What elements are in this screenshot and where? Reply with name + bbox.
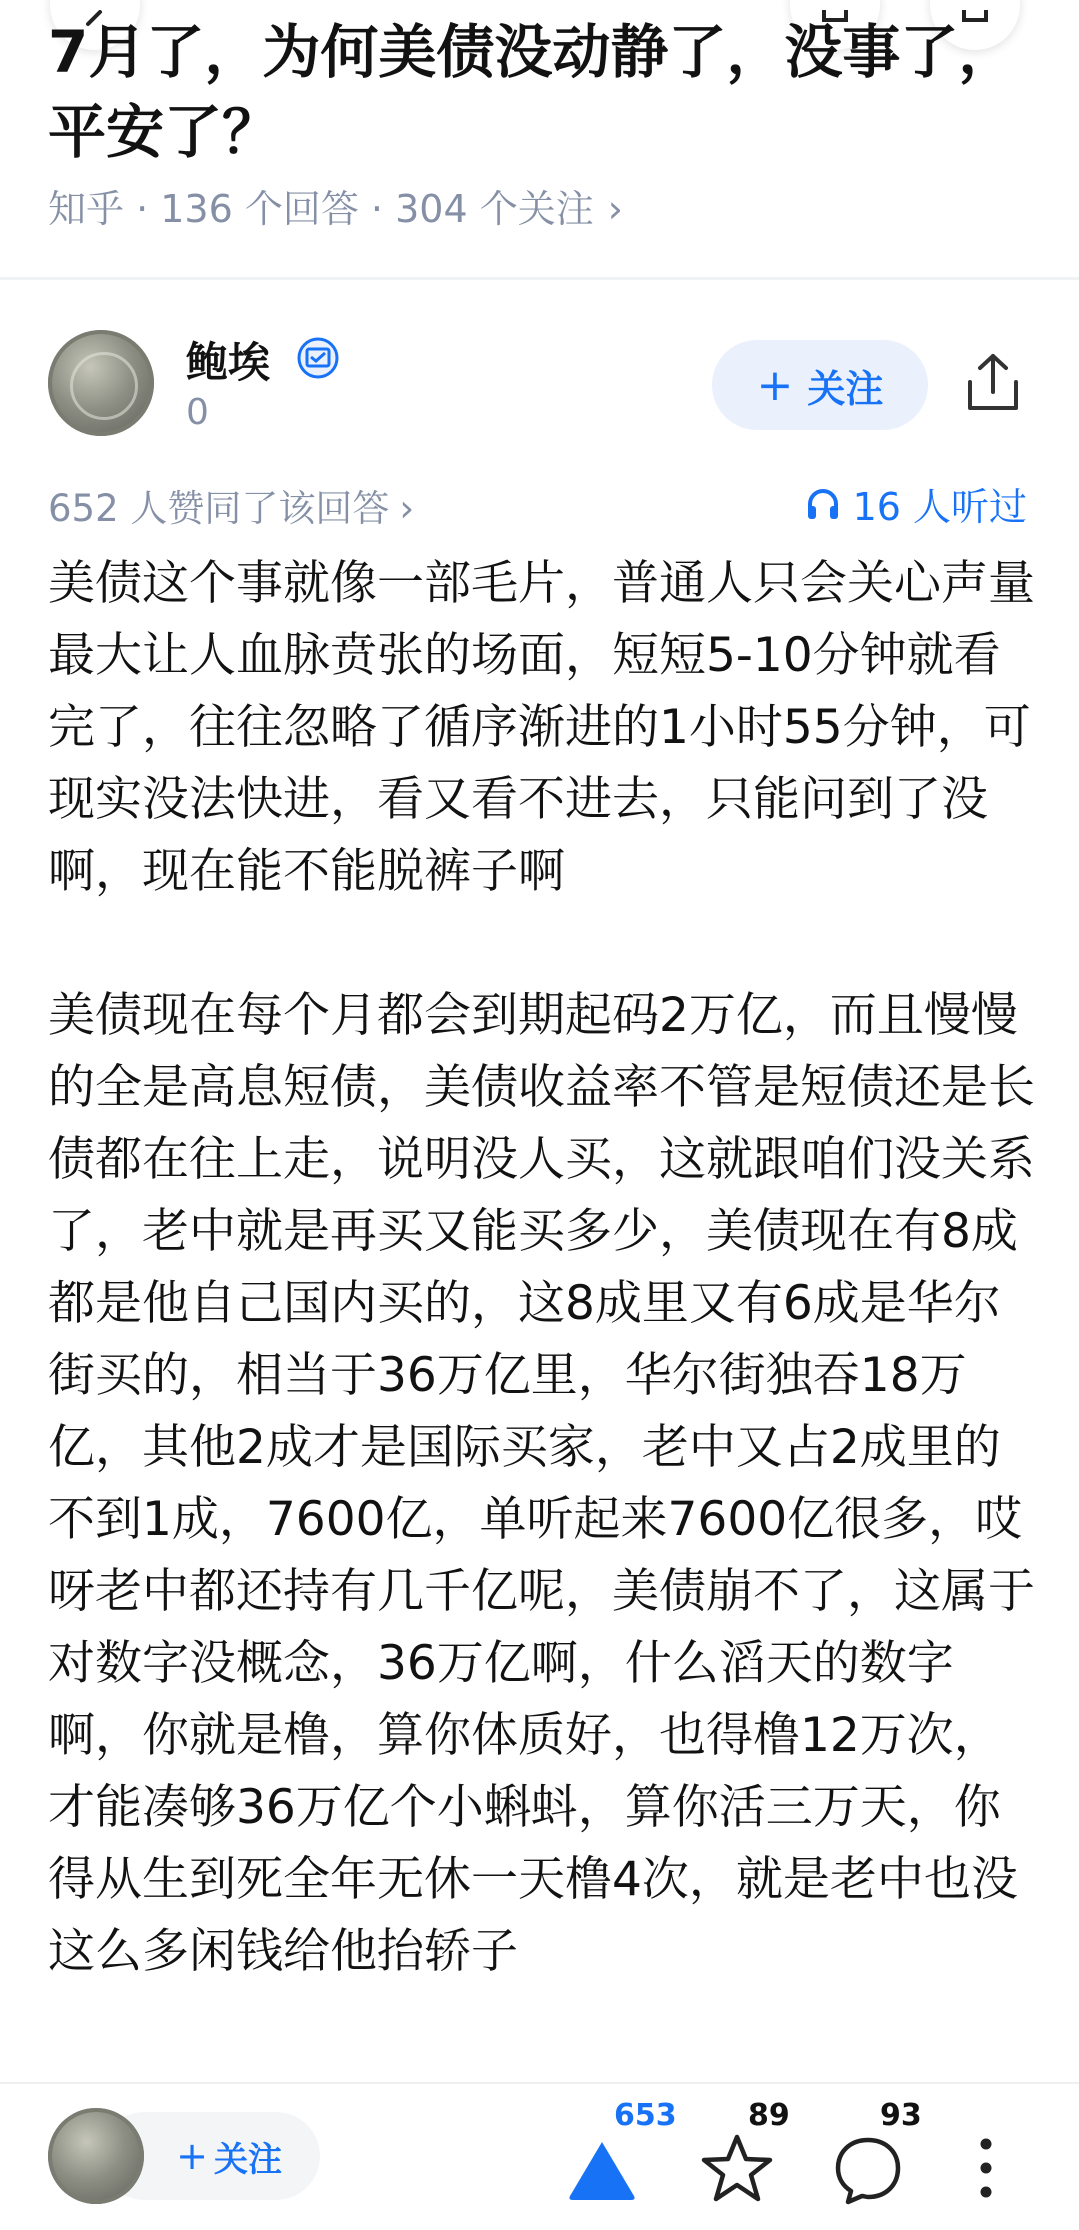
question-header	[0, 0, 1079, 275]
answer-paragraph: 美债这个事就像一部毛片，普通人只会关心声量最大让人血脉贲张的场面，短短5-10分钟就看完了，往往忽略了循序渐进的1小时55分钟，可现实没法快进，看又看不进去，只能问到了没啊，现在能不能脱裤子啊	[48, 556, 1035, 899]
star-icon	[700, 2132, 774, 2204]
bottom-follow-label: 关注	[214, 2139, 282, 2180]
bottom-action-bar	[0, 2084, 1079, 2230]
comment-count: 93	[880, 2098, 922, 2133]
chevron-right-icon: ›	[607, 187, 623, 231]
comment-button[interactable]	[832, 2098, 942, 2218]
upvote-button[interactable]	[566, 2098, 686, 2218]
answer-content	[48, 548, 1038, 1988]
listen-count[interactable]	[805, 476, 1027, 531]
verified-icon	[296, 336, 340, 380]
more-vertical-icon	[974, 2136, 998, 2200]
answer-paragraph: 美债现在每个月都会到期起码2万亿，而且慢慢的全是高息短债，美债收益率不管是短债还是长债都在往上走，说明没人买，这就跟咱们没关系了，老中就是再买又能买多少，美债现在有8成都是他自己国内买的，这8成里又有6成是华尔街买的，相当于36万亿里，华尔街独吞18万亿，其他2成才是国际买家，老中又占2成里的不到1成，7600亿，单听起来7600亿很多，哎呀老中都还持有几千亿呢，美债崩不了，这属于对数字没概念，36万亿啊，什么滔天的数字啊，你就是橹，算你体质好，也得橹12万次，才能凑够36万亿个小蝌蚪，算你活三万天，你得从生到死全年无休一天橹4次，就是老中也没这么多闲钱给他抬轿子	[48, 988, 1035, 1979]
headphones-icon	[805, 486, 841, 522]
upvote-summary-text: 652 人赞同了该回答	[48, 487, 390, 530]
question-title[interactable]: 7月了，为何美债没动静了，没事了，平安了？	[48, 18, 1017, 166]
upvote-icon	[566, 2138, 638, 2202]
follow-label: 关注	[807, 366, 884, 411]
listen-count-text: 16 人听过	[852, 485, 1027, 529]
plus-icon: +	[176, 2134, 208, 2178]
plus-icon: +	[756, 359, 794, 411]
question-meta-text: 知乎 · 136 个回答 · 304 个关注	[48, 187, 594, 231]
upvote-count: 653	[614, 2098, 677, 2133]
upload-icon[interactable]	[964, 352, 1022, 414]
author-subtitle: 0	[186, 392, 209, 433]
upvote-summary[interactable]	[48, 478, 414, 532]
bottom-author-avatar[interactable]	[48, 2108, 144, 2204]
comment-icon	[832, 2134, 904, 2206]
chevron-right-icon: ›	[399, 487, 415, 530]
favorite-button[interactable]	[700, 2098, 810, 2218]
more-options-button[interactable]	[966, 2098, 1006, 2218]
follow-button[interactable]	[712, 340, 928, 430]
section-divider	[0, 277, 1079, 280]
author-name[interactable]: 鲍埃	[186, 338, 271, 387]
question-meta[interactable]	[48, 178, 623, 233]
favorite-count: 89	[748, 2098, 790, 2133]
author-avatar[interactable]	[48, 330, 154, 436]
